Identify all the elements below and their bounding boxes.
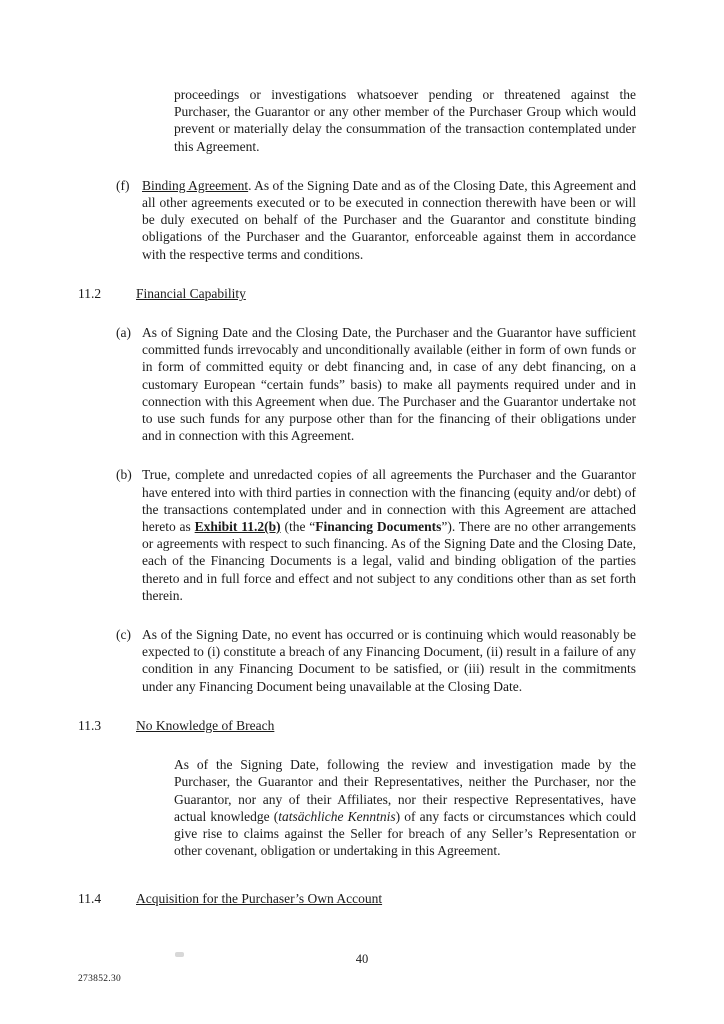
document-body <box>78 86 636 921</box>
footer-document-code: 273852.30 <box>78 974 122 984</box>
continued-paragraph: proceedings or investigations whatsoever pending or threatened against the Purchaser, the Guarantor or any other member of the Purchaser Group which would prevent or materially delay the consummation of the transaction contemplated under this Agreement. <box>174 87 636 154</box>
section-title: Financial Capability <box>136 285 246 301</box>
page-number: 40 <box>355 952 369 966</box>
section-number: 11.2 <box>78 285 102 301</box>
section-number: 11.4 <box>78 891 102 907</box>
clause-letter: (b) <box>116 467 132 483</box>
section-11-4-heading <box>78 890 636 907</box>
section-body-part-2: ) of any facts or circumstances which could give rise to claims against the Seller for breach of any Seller’s Representation or other covenant, obligation or undertaking in this Agreement. <box>174 808 636 859</box>
clause-body-part-1: True, complete and unredacted copies of all agreements the Purchaser and the Guarantor have entered into with third parties in connection with the financing (equity and/or debt) of the transactions contemplated under and in connection with this Agreement are attached hereto as <box>142 467 636 535</box>
clause-item-f <box>78 177 636 263</box>
clause-text <box>142 466 636 604</box>
clause-text: As of the Signing Date, no event has occurred or is continuing which would reasonably be expected to (i) constitute a breach of any Financing Document, (ii) result in a failure of any condition in any Financing Document to be satisfied, or (iii) result in the commitments under any Financing Document being unavailable at the Closing Date. <box>142 627 636 694</box>
clause-item-b <box>78 466 636 604</box>
clause-body-part-2: (the “ <box>280 519 316 535</box>
clause-item-c <box>78 626 636 695</box>
defined-term: Financing Documents <box>315 519 442 535</box>
exhibit-reference: Exhibit 11.2(b) <box>194 519 281 535</box>
german-term: tatsächliche Kenntnis <box>278 808 396 824</box>
clause-text: As of Signing Date and the Closing Date, the Purchaser and the Guarantor have sufficient committed funds irrevocably and unconditionally available (either in form of own funds or in form of committed equity or debt financing and, in case of any debt financing, on a customary European “certain funds” basis) to make all payments required under and in connection with this Agreement when due. The Purchaser and the Guarantor undertake not to use such funds for any purpose other than for the financing of their obligations under and in connection with this Agreement. <box>142 325 636 444</box>
section-11-3-heading <box>78 717 636 734</box>
clause-letter: (a) <box>116 325 131 341</box>
section-body-part-1: As of the Signing Date, following the review and investigation made by the Purchaser, the Guarantor and their Representatives, neither the Purchaser, nor the Guarantor, nor any of their Affiliates, nor their respective Representatives, have actual knowledge ( <box>174 757 636 824</box>
clause-body: . As of the Signing Date and as of the Closing Date, this Agreement and all other agreements executed or to be executed in connection therewith have been or will be duly executed on behalf of the Purchaser and the Guarantor and constitute binding obligations of the Purchaser and the Guarantor, enforceable against them in accordance with the respective terms and conditions. <box>142 177 636 262</box>
section-number: 11.3 <box>78 717 102 733</box>
clause-letter: (f) <box>116 177 130 193</box>
section-title: No Knowledge of Breach <box>136 717 275 733</box>
section-11-3-body <box>174 756 636 859</box>
clause-item-a <box>78 324 636 444</box>
section-title: Acquisition for the Purchaser’s Own Account <box>136 891 383 907</box>
clause-text <box>142 177 636 263</box>
clause-lead-in: Binding Agreement <box>142 177 249 193</box>
section-11-2-heading <box>78 285 636 302</box>
clause-letter: (c) <box>116 627 131 643</box>
clause-body-part-3: ”). There are no other arrangements or agreements with respect to such financing. As of the Signing Date and the Closing Date, each of the Financing Documents is a legal, valid and binding obligation of the parties thereto and in full force and effect and not subject to any conditions other than as set forth therein. <box>142 519 637 603</box>
